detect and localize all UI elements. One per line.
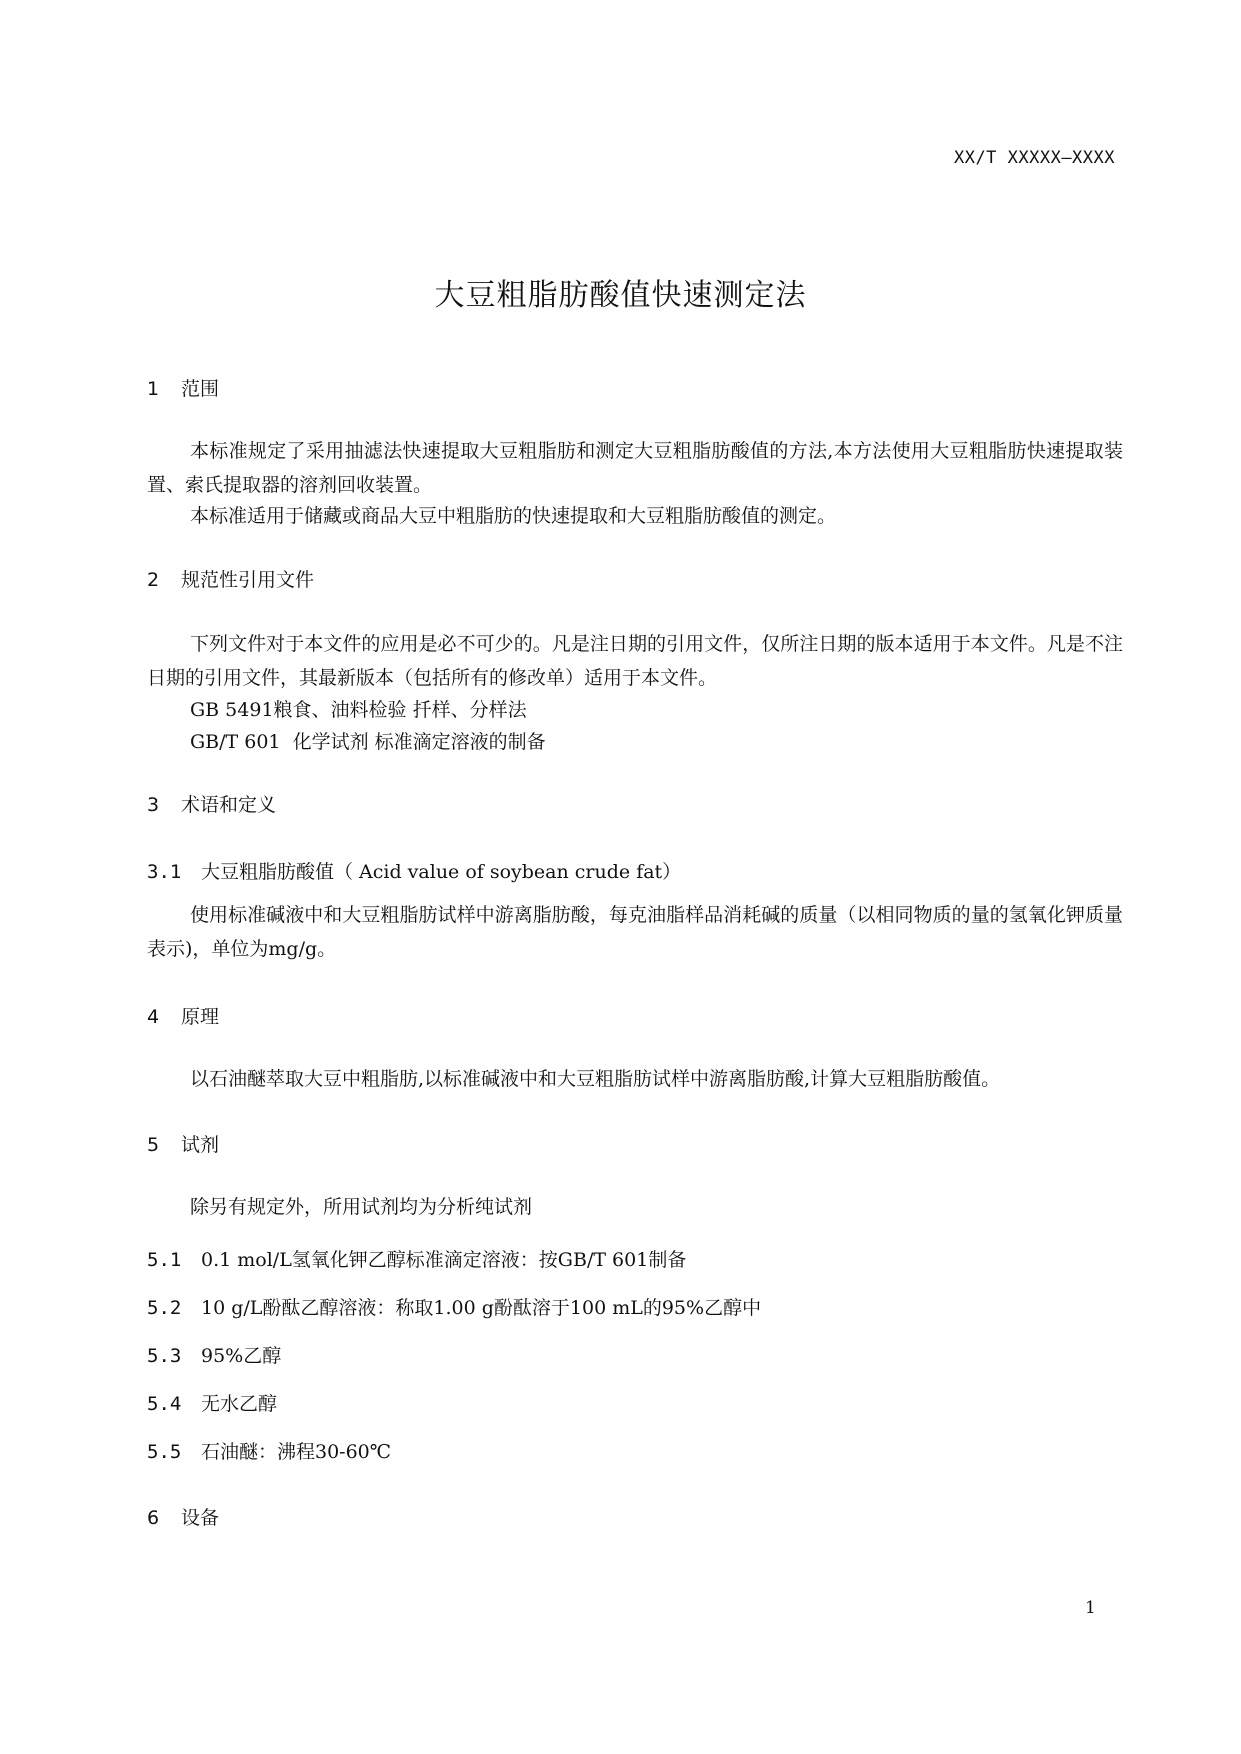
reference-gb5491: GB 5491粮食、油料检验 扦样、分样法 xyxy=(190,699,527,721)
reagent-item xyxy=(147,1437,391,1464)
section-title: 术语和定义 xyxy=(181,794,277,816)
document-title: 大豆粗脂肪酸值快速测定法 xyxy=(434,278,807,313)
reagent-text: 石油醚：沸程30-60℃ xyxy=(201,1441,392,1463)
section-heading-reagents xyxy=(147,1130,219,1157)
section-heading-principle xyxy=(147,1002,219,1029)
scope-paragraph-1: 本标准规定了采用抽滤法快速提取大豆粗脂肪和测定大豆粗脂肪酸值的方法,本方法使用大豆粗脂肪快速提取装置、索氏提取器的溶剂回收装置。 xyxy=(147,440,1123,496)
subsection-3-1 xyxy=(147,857,681,884)
section-title: 范围 xyxy=(181,378,220,400)
reagent-number: 5.3 xyxy=(147,1345,182,1367)
reagent-item xyxy=(147,1341,281,1368)
scope-paragraph-2: 本标准适用于储藏或商品大豆中粗脂肪的快速提取和大豆粗脂肪酸值的测定。 xyxy=(190,505,837,527)
reagent-number: 5.5 xyxy=(147,1441,182,1463)
section-heading-equipment xyxy=(147,1503,219,1530)
reagent-number: 5.1 xyxy=(147,1249,182,1271)
reagent-text: 0.1 mol/L氢氧化钾乙醇标准滴定溶液：按GB/T 601制备 xyxy=(201,1249,687,1271)
principle-paragraph: 以石油醚萃取大豆中粗脂肪,以标准碱液中和大豆粗脂肪试样中游离脂肪酸,计算大豆粗脂肪酸值。 xyxy=(190,1068,1001,1090)
section-number: 3 xyxy=(147,794,160,816)
section-title: 原理 xyxy=(181,1006,220,1028)
reagent-item xyxy=(147,1293,761,1320)
subsection-title: 大豆粗脂肪酸值（ Acid value of soybean crude fat） xyxy=(201,861,682,883)
section-title: 试剂 xyxy=(181,1134,220,1156)
reference-gbt601: GB/T 601 化学试剂 标准滴定溶液的制备 xyxy=(190,731,546,753)
section-number: 6 xyxy=(147,1507,160,1529)
section-title: 设备 xyxy=(181,1507,220,1529)
section-heading-scope xyxy=(147,374,219,401)
reagent-number: 5.2 xyxy=(147,1297,182,1319)
reagent-item xyxy=(147,1245,686,1272)
section-number: 5 xyxy=(147,1134,160,1156)
reagent-number: 5.4 xyxy=(147,1393,182,1415)
references-paragraph: 下列文件对于本文件的应用是必不可少的。凡是注日期的引用文件，仅所注日期的版本适用于本文件。凡是不注日期的引用文件，其最新版本（包括所有的修改单）适用于本文件。 xyxy=(147,633,1123,689)
section-title: 规范性引用文件 xyxy=(181,569,315,591)
reagent-text: 无水乙醇 xyxy=(201,1393,278,1415)
subsection-number: 3.1 xyxy=(147,861,182,883)
section-heading-terms xyxy=(147,790,276,817)
reagent-text: 10 g/L酚酞乙醇溶液：称取1.00 g酚酞溶于100 mL的95%乙醇中 xyxy=(201,1297,762,1319)
definition-paragraph: 使用标准碱液中和大豆粗脂肪试样中游离脂肪酸，每克油脂样品消耗碱的质量（以相同物质的量的氢氧化钾质量表示)，单位为mg/g。 xyxy=(147,904,1123,960)
standard-code: XX/T XXXXX—XXXX xyxy=(953,148,1115,168)
section-number: 1 xyxy=(147,378,160,400)
page-number: 1 xyxy=(1085,1598,1096,1618)
section-heading-normative-references xyxy=(147,565,314,592)
reagent-item xyxy=(147,1389,277,1416)
section-number: 4 xyxy=(147,1006,160,1028)
reagent-text: 95%乙醇 xyxy=(201,1345,282,1367)
reagents-paragraph: 除另有规定外，所用试剂均为分析纯试剂 xyxy=(190,1196,533,1218)
section-number: 2 xyxy=(147,569,160,591)
